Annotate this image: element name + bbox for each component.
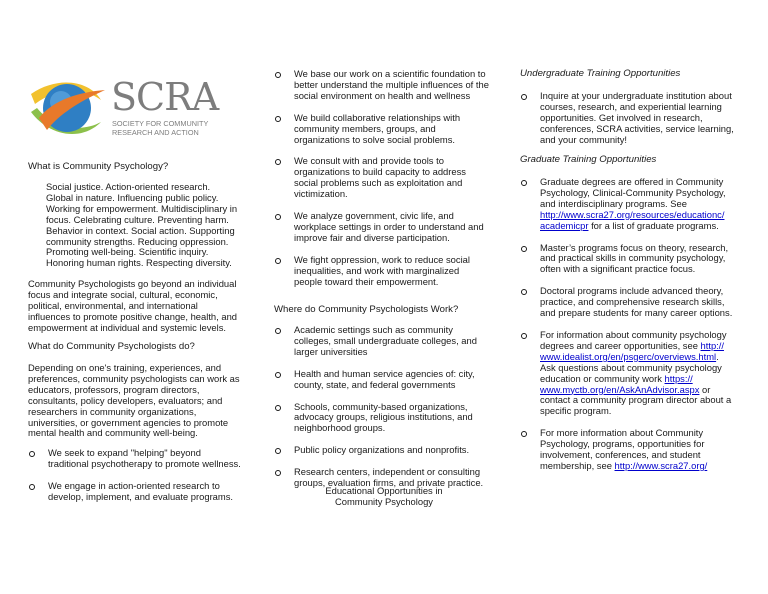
bullet-icon (275, 159, 281, 165)
list-item: For more information about Community Psychology, programs, opportunities for involvement, conferences, and student membership, see http://www.scra27.org/ (520, 428, 760, 472)
depending-line: preferences, community psychologists can work as (28, 372, 240, 384)
list-item: We consult with and provide tools to organizations to build capacity to address social problems such as exploitation and victimization. (274, 156, 506, 200)
logo-acronym: SCRA (111, 75, 219, 119)
depending-line: educators, professors, program directors, (28, 383, 200, 395)
list-item: Doctoral programs include advanced theory, practice, and comprehensive research skills, and prepare students for many career options. (520, 286, 760, 319)
list-item: We analyze government, civic life, and workplace settings in order to understand and improve fair and diverse participation. (274, 211, 506, 244)
depending-line: researchers in community organizations, (28, 405, 197, 417)
beyond-paragraph (28, 279, 260, 334)
col1-bullet-list (28, 448, 260, 503)
col2-bullet-list (274, 69, 506, 288)
depending-line: consultants, policy developers, evaluators; and (28, 394, 223, 406)
list-item: Health and human service agencies of: city, county, state, and federal governments (274, 369, 506, 391)
list-item: Schools, community-based organizations, advocacy groups, religious institutions, and neighborhood groups. (274, 402, 506, 435)
logo-subtitle-line2: RESEARCH AND ACTION (112, 128, 199, 137)
bullet-icon (521, 431, 527, 437)
list-item: We base our work on a scientific foundation to better understand the multiple influences of the social environment on health and wellness (274, 69, 506, 102)
list-item: Master’s programs focus on theory, research, and practical skills in community psychology, often with a significant practice focus. (520, 243, 760, 276)
bullet-icon (275, 470, 281, 476)
beyond-line: political, environmental, and international (28, 299, 198, 311)
scra-home-link[interactable]: http://www.scra27.org/ (614, 459, 708, 471)
logo-subtitle-line1: SOCIETY FOR COMMUNITY (112, 119, 209, 128)
beyond-line: empowerment at individual and systemic levels. (28, 321, 227, 333)
beyond-line: Community Psychologists go beyond an individual (28, 278, 237, 289)
list-item: Inquire at your undergraduate institution about courses, research, and experiential learning opportunities. Get involved in research, conferences, SCRA activities, service learning, and your community! (520, 91, 760, 146)
bullet-icon (521, 289, 527, 295)
list-item: We fight oppression, work to reduce social inequalities, and work with marginalized people toward their empowerment. (274, 255, 506, 288)
bullet-icon (29, 484, 35, 490)
scra-education-link[interactable]: http://www.scra27.org/resources/educationc/ (540, 208, 725, 220)
bullet-icon (29, 451, 35, 457)
bullet-icon (275, 214, 281, 220)
myctb-link-cont[interactable]: www.myctb.org/en/AskAnAdvisor.aspx (540, 383, 700, 395)
bullet-icon (521, 94, 527, 100)
scra-logo (27, 72, 219, 142)
depending-line: universities, or government agencies to promote (28, 416, 229, 428)
scra-education-link-cont[interactable]: academicpr (540, 219, 589, 231)
list-item: We engage in action-oriented research to develop, implement, and evaluate programs. (28, 481, 260, 503)
idealist-link-cont[interactable]: www.idealist.org/en/psgerc/overviews.html (540, 350, 717, 362)
what-do-heading: What do Community Psychologists do? (28, 341, 195, 352)
grad-heading: Graduate Training Opportunities (520, 154, 657, 165)
depending-line: Depending on one's training, experiences, and (28, 362, 222, 373)
bullet-icon (275, 448, 281, 454)
list-item: For information about community psychology degrees and career opportunities, see http:// www.idealist.org/en/psgerc/overviews.html. Ask questions about community psychology education or community work https:// www.myctb.org/en/AskAnAdvisor.aspx or contact a community program director about a specific program. (520, 330, 760, 417)
idealist-link[interactable]: http:// (700, 339, 724, 351)
intro-line: Promoting well-being. Scientific inquiry. (46, 246, 209, 258)
list-item: We seek to expand "helping" beyond traditional psychotherapy to promote wellness. (28, 448, 260, 470)
where-heading: Where do Community Psychologists Work? (274, 304, 459, 315)
intro-line: Social justice. Action-oriented research. (46, 181, 211, 192)
beyond-line: focus and integrate social, cultural, economic, (28, 288, 218, 300)
myctb-link[interactable]: https:// (664, 372, 693, 384)
list-item: Graduate degrees are offered in Community Psychology, Clinical-Community Psychology, and interdisciplinary programs. See http://www.scra27.org/resources/educationc/ academicpr for a list of graduate programs. (520, 177, 760, 232)
list-item: Academic settings such as community colleges, small undergraduate colleges, and larger universities (274, 325, 506, 358)
where-bullet-list (274, 325, 506, 489)
intro-line: Global in nature. Influencing public policy. (46, 191, 219, 203)
bullet-icon (275, 372, 281, 378)
bullet-icon (275, 72, 281, 78)
bullet-icon (521, 246, 527, 252)
intro-line: focus. Celebrating culture. Preventing harm. (46, 213, 229, 225)
grad-list (520, 177, 760, 472)
bullet-icon (275, 405, 281, 411)
list-item: Public policy organizations and nonprofits. (274, 445, 506, 456)
depending-line: mental health and community well-being. (28, 427, 198, 439)
bullet-icon (275, 328, 281, 334)
bullet-icon (275, 116, 281, 122)
intro-line: Honoring human rights. Respecting diversity. (46, 257, 232, 269)
list-item: We build collaborative relationships with community members, groups, and organizations to solve social problems. (274, 113, 506, 146)
bullet-icon (521, 180, 527, 186)
beyond-line: influences to promote positive change, health, and (28, 310, 237, 322)
bullet-icon (521, 333, 527, 339)
undergrad-heading: Undergraduate Training Opportunities (520, 68, 681, 79)
bullet-icon (275, 258, 281, 264)
depending-paragraph (28, 363, 260, 439)
edu-title-line2: Community Psychology (335, 496, 433, 507)
undergrad-list (520, 91, 760, 146)
intro-line: Behavior in context. Social action. Supporting (46, 224, 235, 236)
intro-line: community strengths. Reducing oppression. (46, 235, 229, 247)
intro-paragraph (46, 182, 261, 269)
edu-title-line1: Educational Opportunities in (325, 485, 443, 496)
list-item: Research centers, independent or consulting groups, evaluation firms, and private practice. (274, 467, 506, 489)
intro-line: Working for empowerment. Multidisciplinary in (46, 202, 238, 214)
what-is-heading: What is Community Psychology? (28, 161, 169, 172)
